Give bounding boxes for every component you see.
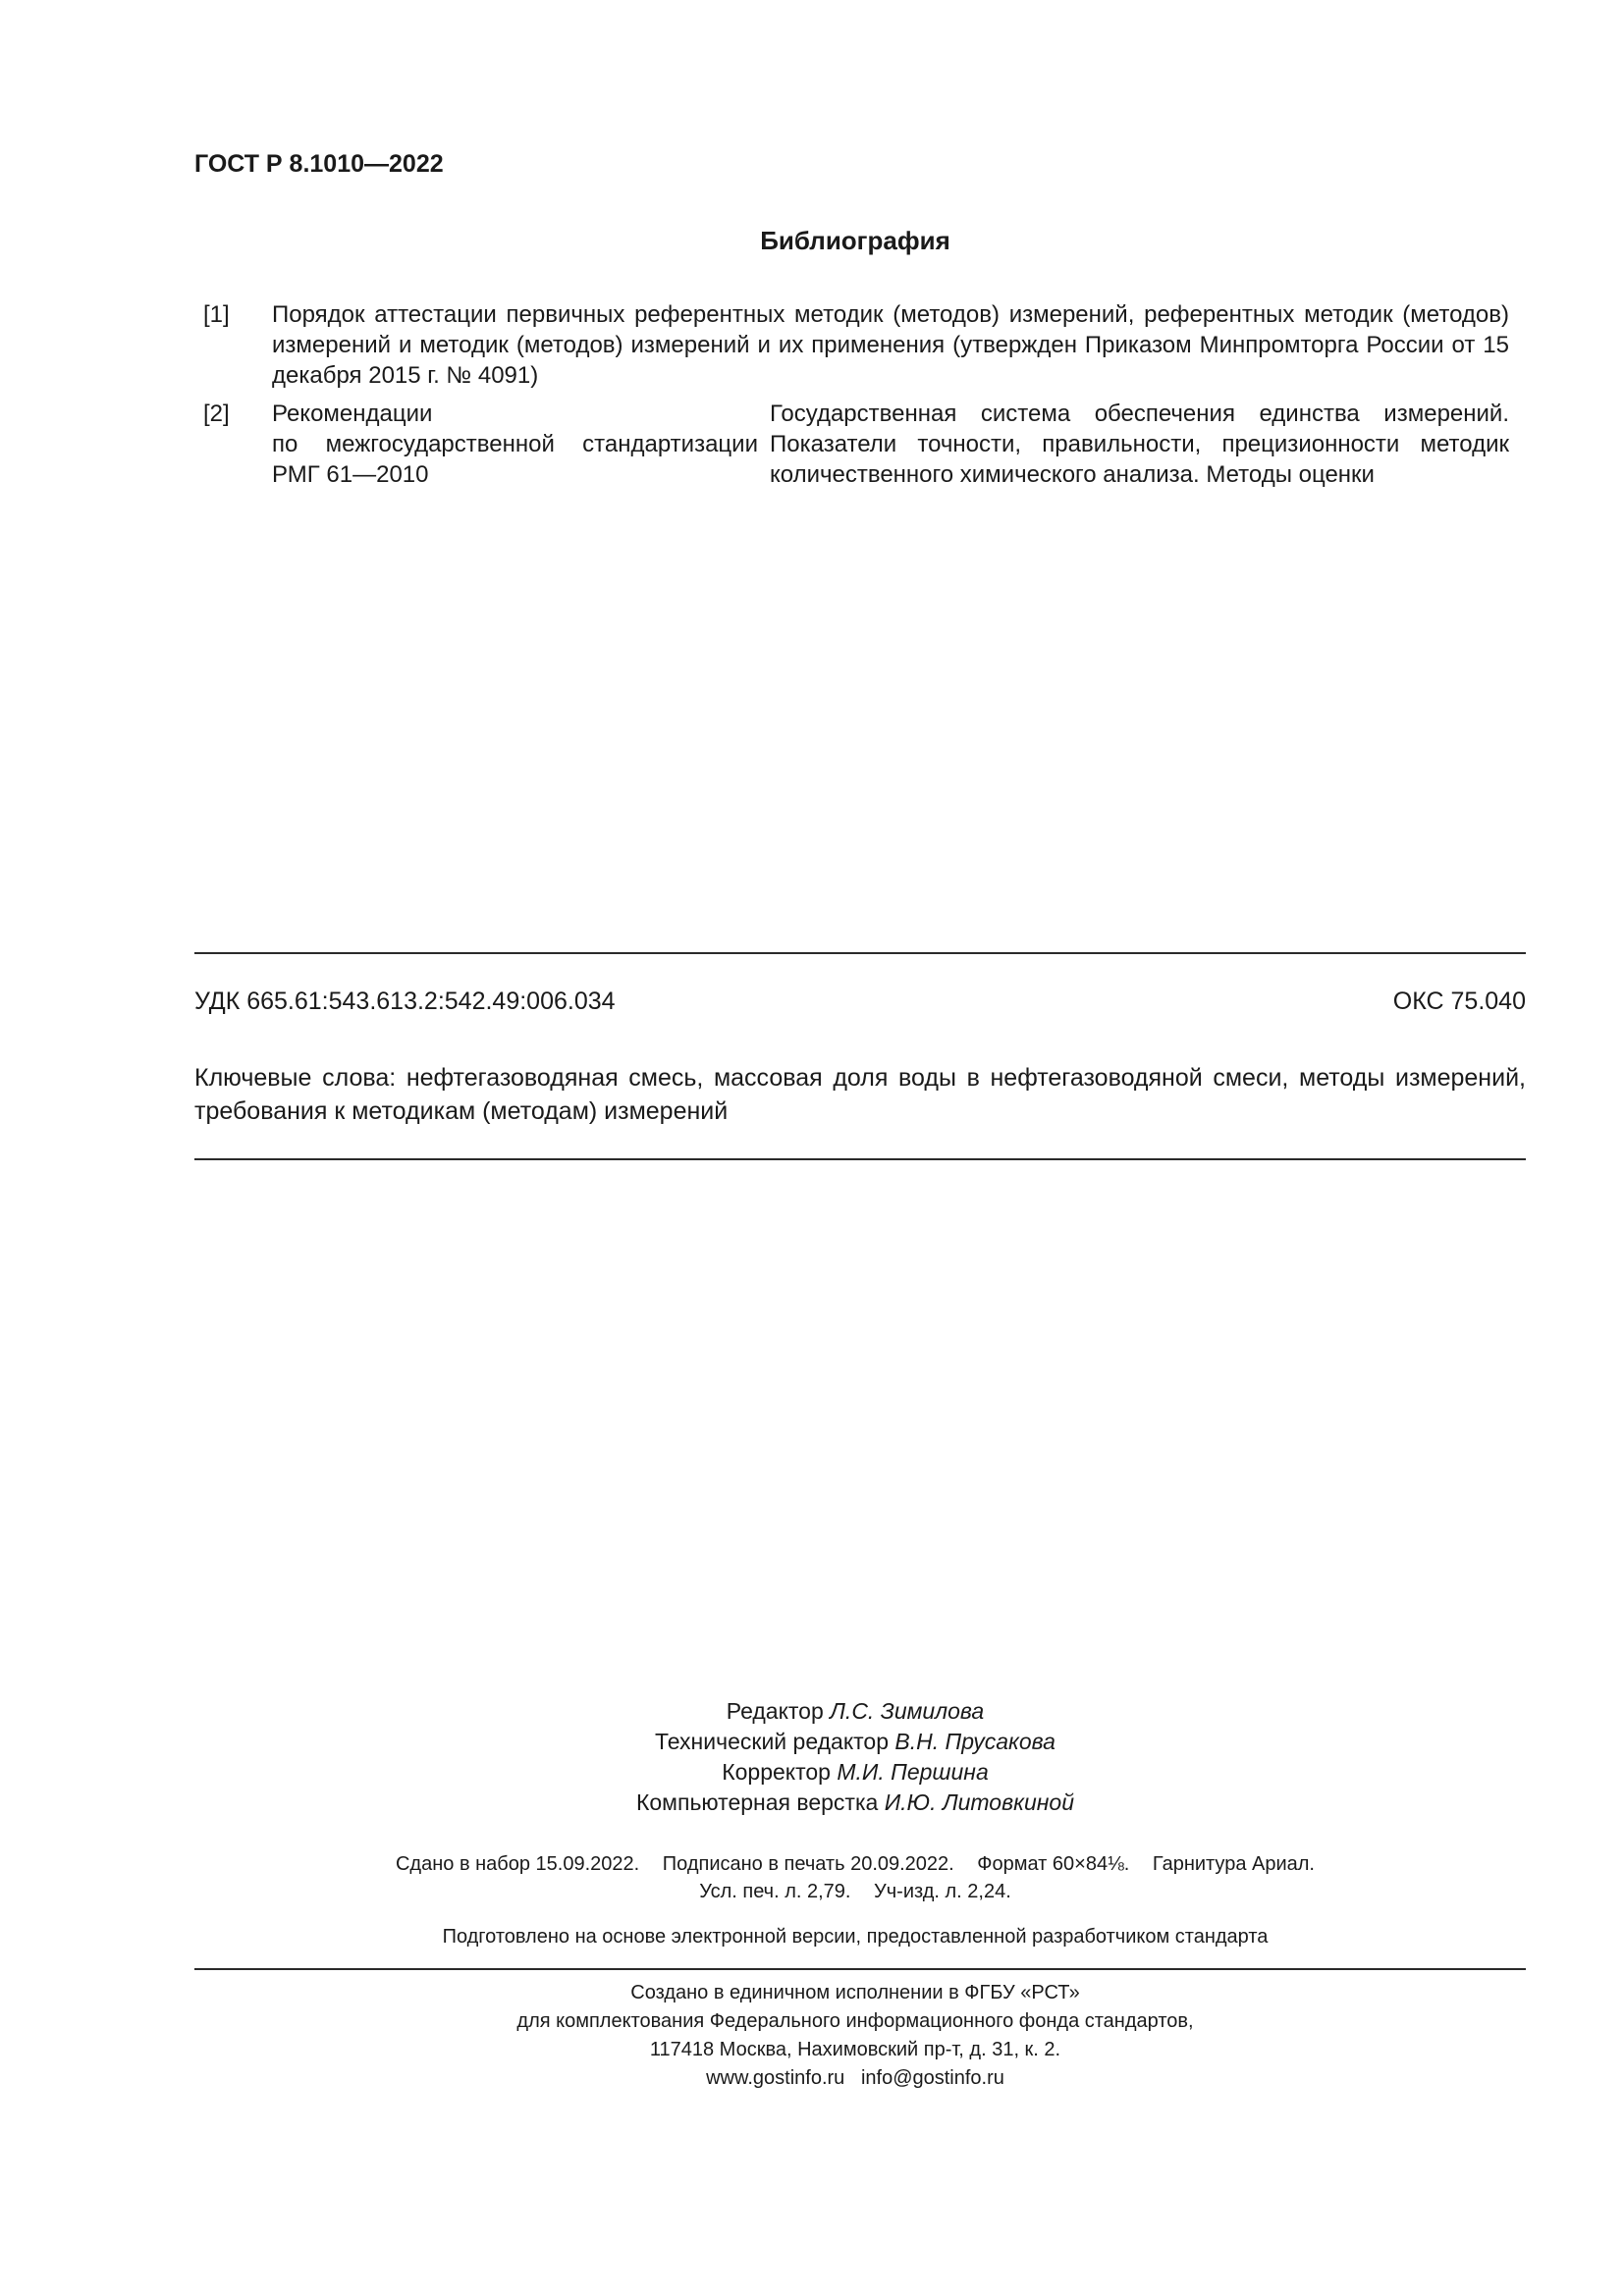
- credit-row: [0, 1727, 1624, 1757]
- prepared-note: Подготовлено на основе электронной версии, предоставленной разработчиком стандарта: [442, 1926, 1269, 1948]
- bibliography-entry-number: [2]: [203, 400, 230, 427]
- publisher-footer: [0, 1979, 1624, 2093]
- website-link[interactable]: www.gostinfo.ru: [706, 2067, 845, 2089]
- credit-name: Л.С. Зимилова: [830, 1698, 985, 1724]
- credit-row: [0, 1788, 1624, 1818]
- credit-name: И.Ю. Литовкиной: [884, 1789, 1074, 1815]
- source-line: Рекомендации: [272, 400, 433, 427]
- credit-name: М.И. Першина: [837, 1759, 989, 1785]
- credit-role: Компьютерная верстка: [635, 1789, 879, 1815]
- editorial-credits: [0, 1696, 1624, 1818]
- signed-date: Подписано в печать 20.09.2022.: [662, 1853, 954, 1875]
- bibliography-entry-text: Порядок аттестации первичных референтных методик (методов) измерений, референтных методик (методов) измерений и методик (методов) измерений и их применения (утвержден Приказом Минпромторга России от 15 декабря 2015 г. № 4091): [272, 301, 1509, 389]
- footer-line: Создано в единичном исполнении в ФГБУ «РСТ»: [630, 1982, 1080, 2003]
- divider: [194, 1968, 1526, 1970]
- divider: [194, 952, 1526, 954]
- bibliography-title: Библиография: [760, 226, 950, 255]
- imprint-row: [0, 1878, 1624, 1905]
- imprint-row: [0, 1850, 1624, 1878]
- print-sheets: Усл. печ. л. 2,79.: [699, 1881, 851, 1902]
- credit-role: Редактор: [726, 1698, 824, 1724]
- footer-line: для комплектования Федерального информационного фонда стандартов,: [516, 2010, 1194, 2032]
- keywords: Ключевые слова: нефтегазоводяная смесь, массовая доля воды в нефтегазоводяной смеси, методы измерений, требования к методикам (методам) измерений: [194, 1064, 1526, 1125]
- email-link[interactable]: info@gostinfo.ru: [860, 2067, 1004, 2089]
- credit-role: Технический редактор: [655, 1729, 890, 1754]
- credit-role: Корректор: [722, 1759, 831, 1785]
- footer-line: 117418 Москва, Нахимовский пр-т, д. 31, к. 2.: [649, 2039, 1061, 2060]
- bibliography-entry-title: Государственная система обеспечения единства измерений. Показатели точности, правильности, прецизионности методик количественного химического анализа. Методы оценки: [770, 400, 1509, 488]
- source-line: по межгосударственной стандартизации: [272, 431, 758, 457]
- credit-row: [0, 1696, 1624, 1727]
- credit-row: [0, 1757, 1624, 1788]
- footer-contacts: [0, 2064, 1624, 2093]
- bibliography-entry-source: [272, 399, 758, 490]
- publishing-sheets: Уч-изд. л. 2,24.: [874, 1881, 1011, 1902]
- source-line: РМГ 61—2010: [272, 461, 429, 488]
- oks-code: ОКС 75.040: [1392, 988, 1526, 1015]
- typeface: Гарнитура Ариал.: [1152, 1853, 1315, 1875]
- udk-code: УДК 665.61:543.613.2:542.49:006.034: [194, 988, 616, 1015]
- divider: [194, 1158, 1526, 1160]
- credit-name: В.Н. Прусакова: [894, 1729, 1056, 1754]
- submitted-date: Сдано в набор 15.09.2022.: [395, 1853, 640, 1875]
- bibliography-entry: [203, 299, 1509, 391]
- bibliography-entry-number: [1]: [203, 301, 230, 328]
- imprint-info: [0, 1850, 1624, 1905]
- paper-format: Формат 60×84⅛.: [977, 1853, 1130, 1875]
- document-code: ГОСТ Р 8.1010—2022: [194, 150, 444, 178]
